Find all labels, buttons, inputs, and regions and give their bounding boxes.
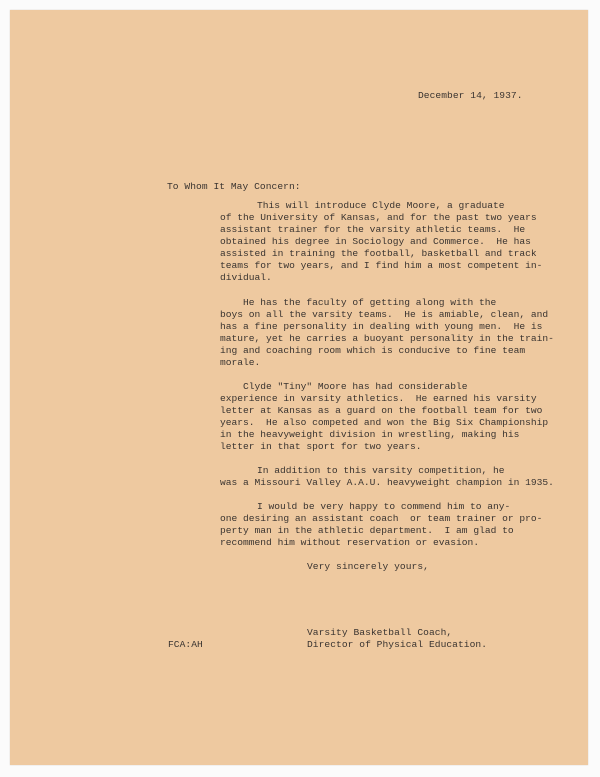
signature-title-line: Director of Physical Education.	[307, 639, 488, 650]
body-line: assistant trainer for the varsity athletic teams. He	[220, 224, 526, 235]
closing: Very sincerely yours,	[307, 561, 429, 572]
body-line: letter in that sport for two years.	[220, 441, 422, 452]
body-line: letter at Kansas as a guard on the football team for two	[220, 405, 543, 416]
body-line: was a Missouri Valley A.A.U. heavyweight champion in 1935.	[220, 477, 554, 488]
body-line: experience in varsity athletics. He earned his varsity	[220, 393, 537, 404]
body-line: ing and coaching room which is conducive to fine team	[220, 345, 526, 356]
body-line: perty man in the athletic department. I am glad to	[220, 525, 514, 536]
body-line: obtained his degree in Sociology and Commerce. He has	[220, 236, 531, 247]
body-line: one desiring an assistant coach or team trainer or pro-	[220, 513, 543, 524]
body-line: boys on all the varsity teams. He is amiable, clean, and	[220, 309, 549, 320]
body-line: He has the faculty of getting along with the	[243, 297, 497, 308]
body-line: years. He also competed and won the Big Six Championship	[220, 417, 549, 428]
body-line: dividual.	[220, 272, 272, 283]
body-line: assisted in training the football, basketball and track	[220, 248, 537, 259]
body-line: recommend him without reservation or evasion.	[220, 537, 480, 548]
body-line: in the heavyweight division in wrestling, making his	[220, 429, 520, 440]
body-line: Clyde "Tiny" Moore has had considerable	[243, 381, 468, 392]
body-line: This will introduce Clyde Moore, a graduate	[257, 200, 505, 211]
body-line: of the University of Kansas, and for the past two years	[220, 212, 537, 223]
body-line: mature, yet he carries a buoyant personality in the train-	[220, 333, 554, 344]
typist-initials: FCA:AH	[168, 639, 203, 650]
body-line: morale.	[220, 357, 261, 368]
body-line: has a fine personality in dealing with young men. He is	[220, 321, 543, 332]
body-line: In addition to this varsity competition, he	[257, 465, 505, 476]
salutation: To Whom It May Concern:	[167, 181, 301, 192]
body-line: I would be very happy to commend him to any-	[257, 501, 511, 512]
signature-title-line: Varsity Basketball Coach,	[307, 627, 453, 638]
letter-body	[10, 10, 588, 765]
letter-date: December 14, 1937.	[418, 90, 523, 101]
body-line: teams for two years, and I find him a most competent in-	[220, 260, 543, 271]
letter-page	[10, 10, 588, 765]
